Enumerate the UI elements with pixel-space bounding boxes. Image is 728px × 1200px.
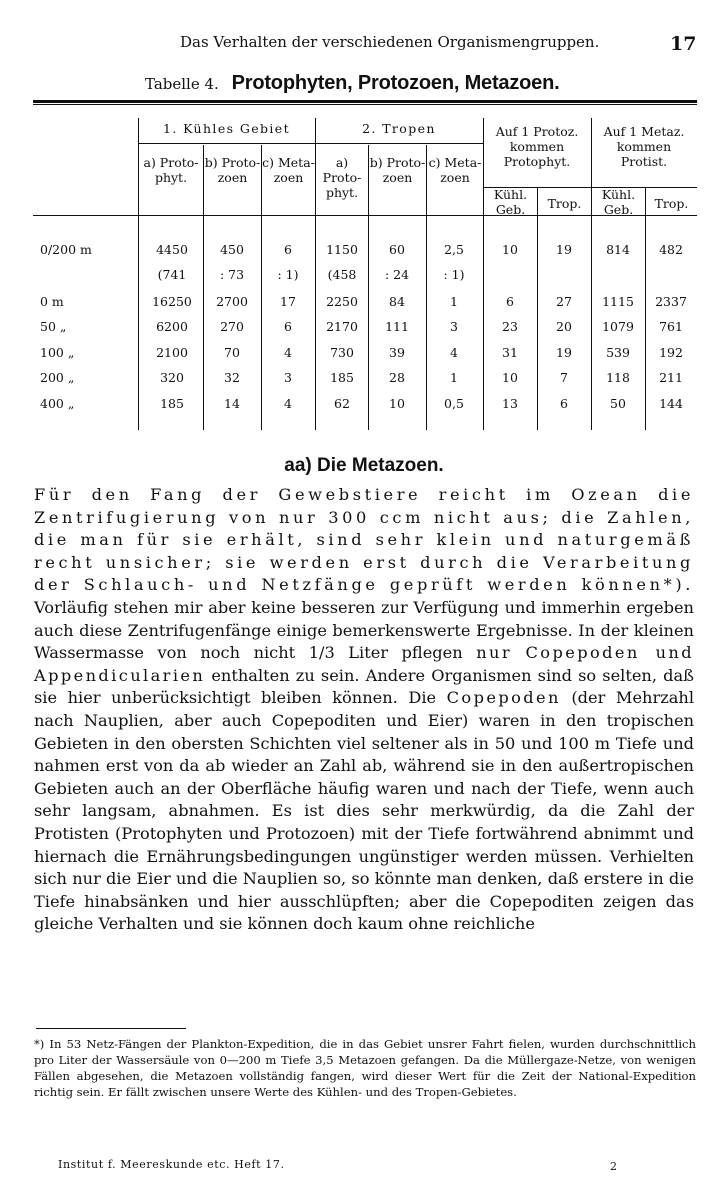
col-head: b) Proto- zoen bbox=[204, 155, 261, 185]
table-cell: 761 bbox=[659, 319, 683, 334]
table-cell: 211 bbox=[659, 370, 683, 385]
table-cell: : 73 bbox=[219, 267, 245, 282]
emphasis: nur bbox=[476, 643, 512, 663]
table-cell: 539 bbox=[606, 345, 630, 360]
table-cell: 19 bbox=[556, 345, 572, 360]
table-cell: 4 bbox=[284, 396, 292, 411]
table-cell: (458 bbox=[327, 267, 357, 282]
table-cell: 3 bbox=[450, 319, 458, 334]
table-cell: 814 bbox=[606, 242, 630, 257]
table-cell: 62 bbox=[334, 396, 350, 411]
table-cell: 17 bbox=[280, 294, 296, 309]
col-head: a) Proto- phyt. bbox=[143, 155, 199, 185]
col-rule bbox=[645, 188, 646, 430]
body-text bbox=[34, 484, 694, 936]
table-cell: 10 bbox=[502, 242, 518, 257]
table-cell: 270 bbox=[220, 319, 244, 334]
group-header: 2. Tropen bbox=[362, 121, 436, 136]
paragraph bbox=[34, 484, 694, 936]
emphasis: Copepoden bbox=[446, 688, 561, 708]
table-cell: 2100 bbox=[156, 345, 188, 360]
table-cell: 1115 bbox=[602, 294, 634, 309]
group-header: 1. Kühles Gebiet bbox=[162, 121, 291, 136]
table-cell: 6200 bbox=[156, 319, 188, 334]
table-cell: 32 bbox=[224, 370, 240, 385]
table-cell: 84 bbox=[389, 294, 405, 309]
table-cell: 1 bbox=[450, 370, 458, 385]
table-cell: 111 bbox=[385, 319, 409, 334]
table-cell: 6 bbox=[560, 396, 568, 411]
table-cell: 185 bbox=[330, 370, 354, 385]
table-cell: 2250 bbox=[326, 294, 358, 309]
table-cell: 0,5 bbox=[444, 396, 464, 411]
table-cell: 118 bbox=[606, 370, 630, 385]
group-header: Auf 1 Metaz. kommen Protist. bbox=[603, 124, 685, 169]
table-cell: 6 bbox=[284, 319, 292, 334]
table-cell: 730 bbox=[330, 345, 354, 360]
table-cell: 20 bbox=[556, 319, 572, 334]
col-head: Trop. bbox=[547, 196, 582, 211]
table-cell: 13 bbox=[502, 396, 518, 411]
page-footer-imprint: Institut f. Meereskunde etc. Heft 17. bbox=[58, 1158, 285, 1171]
table-cell: 27 bbox=[556, 294, 572, 309]
table-cell: 7 bbox=[560, 370, 568, 385]
row-depth-label: 100 „ bbox=[40, 345, 75, 360]
table-cell: 6 bbox=[284, 242, 292, 257]
row-depth-label: 0/200 m bbox=[40, 242, 92, 257]
col-head: b) Proto- zoen bbox=[369, 155, 426, 185]
footnote: *) In 53 Netz-Fängen der Plankton-Expedition, die in das Gebiet unsrer Fahrt fielen, wurden durchschnittlich pro Liter der Wassersäule von 0—200 m Tiefe 3,5 Metazoen gefangen. Da die Müllergaze-Netze, von wenigen Fällen abgesehen, die Metazoen vollständig fangen, wird dieser Wert für die Zeit der National-Expedition richtig sein. Er fällt zwischen unsere Werte des Kühlen- und des Tropen-Gebietes. bbox=[34, 1037, 696, 1099]
col-head: Trop. bbox=[654, 196, 689, 211]
table-cell: 70 bbox=[224, 345, 240, 360]
table-cell: 10 bbox=[389, 396, 405, 411]
table-top-rule-thin bbox=[33, 104, 697, 105]
table-cell: 6 bbox=[506, 294, 514, 309]
running-header: Das Verhalten der verschiedenen Organismengruppen. bbox=[180, 33, 600, 51]
text-run: enthalten zu sein. Andere Organismen sind so selten, daß sie hier unberücksichtigt bleiben können. Die bbox=[34, 665, 694, 708]
row-depth-label: 400 „ bbox=[40, 396, 75, 411]
col-rule bbox=[261, 145, 262, 430]
row-depth-label: 200 „ bbox=[40, 370, 75, 385]
table-cell: : 1) bbox=[277, 267, 299, 282]
group-rule bbox=[138, 143, 483, 144]
table-title: Protophyten, Protozoen, Metazoen. bbox=[231, 72, 560, 94]
page-footer-signature: 2 bbox=[610, 1160, 617, 1173]
col-head: c) Meta- zoen bbox=[428, 155, 482, 185]
table-cell: 185 bbox=[160, 396, 184, 411]
table-caption bbox=[145, 72, 559, 95]
col-rule bbox=[426, 145, 427, 430]
table-cell: 320 bbox=[160, 370, 184, 385]
table-cell: 2700 bbox=[216, 294, 248, 309]
table-label: Tabelle 4. bbox=[145, 75, 219, 93]
col-head: c) Meta- zoen bbox=[262, 155, 315, 185]
emphasis: Appendicularien bbox=[34, 665, 206, 685]
table-cell: 19 bbox=[556, 242, 572, 257]
table-cell: 4 bbox=[284, 345, 292, 360]
table-top-rule bbox=[33, 100, 697, 103]
table-cell: 10 bbox=[502, 370, 518, 385]
table-cell: 4 bbox=[450, 345, 458, 360]
table-cell: : 1) bbox=[443, 267, 465, 282]
table-cell: 2,5 bbox=[444, 242, 464, 257]
table-cell: 482 bbox=[659, 242, 683, 257]
footnote-rule bbox=[36, 1028, 186, 1029]
table-cell: 39 bbox=[389, 345, 405, 360]
table-cell: 450 bbox=[220, 242, 244, 257]
row-depth-label: 50 „ bbox=[40, 319, 67, 334]
col-head: a) Proto- phyt. bbox=[322, 155, 362, 200]
table-cell: 23 bbox=[502, 319, 518, 334]
text-run: (der Mehrzahl nach Nauplien, aber auch Copepoditen und Eier) waren in den tropischen Gebieten in den obersten Schichten viel seltener als in 50 und 100 m Tiefe und nahmen erst von da ab wieder an Zahl ab, während sie in den außertropischen Gebieten auch an der Oberfläche häufig waren und nach der Tiefe, wenn auch sehr langsam, abnahmen. Es ist dies sehr merkwürdig, da die Zahl der Protisten (Protophyten und Protozoen) mit der Tiefe fortwährend abnimmt und hiernach die Ernährungsbedingungen ungünstiger werden müssen. Verhielten sich nur die Eier und die Nauplien so, so könnte man denken, daß erstere in die Tiefe hinabsänken und hier ausschlüpften; aber die Copepoditen zeigen das gleiche Verhalten und sie können doch kaum ohne reichliche bbox=[34, 688, 695, 934]
col-rule bbox=[138, 118, 139, 430]
table-cell: 14 bbox=[224, 396, 240, 411]
table-cell: 3 bbox=[284, 370, 292, 385]
table-cell: 1 bbox=[450, 294, 458, 309]
page-number: 17 bbox=[670, 33, 697, 55]
table-cell: 16250 bbox=[152, 294, 192, 309]
table-cell: 2170 bbox=[326, 319, 358, 334]
table-cell: 4450 bbox=[156, 242, 188, 257]
table-cell: 60 bbox=[389, 242, 405, 257]
table-cell: 31 bbox=[502, 345, 518, 360]
table-cell: : 24 bbox=[384, 267, 410, 282]
col-head: Kühl. Geb. bbox=[493, 187, 528, 217]
table-cell: 50 bbox=[610, 396, 626, 411]
table-cell: 1150 bbox=[326, 242, 358, 257]
table-cell: 28 bbox=[389, 370, 405, 385]
table-cell: 1079 bbox=[602, 319, 634, 334]
spaced-text: Für den Fang der Gewebstiere reicht im Ozean die Zentrifugierung von nur 300 ccm nicht aus; die Zahlen, die man für sie erhält, sind sehr klein und naturgemäß recht unsicher; sie werden erst durch die Verarbeitung der Schlauch- und Netzfänge geprüft werden können*). bbox=[34, 485, 694, 595]
table-cell: 192 bbox=[659, 345, 683, 360]
text-run: Vorläufig stehen mir aber keine besseren zur Verfügung und immerhin ergeben auch diese Zentrifugenfänge einige bemerkenswerte Ergebnisse. In der kleinen Wassermasse von noch nicht 1/3 Liter pflegen bbox=[34, 597, 694, 663]
table-cell: 2337 bbox=[655, 294, 687, 309]
col-rule bbox=[203, 145, 204, 430]
col-rule bbox=[368, 145, 369, 430]
section-title: aa) Die Metazoen. bbox=[284, 455, 444, 476]
col-rule bbox=[537, 188, 538, 430]
col-head: Kühl. Geb. bbox=[601, 187, 636, 217]
group-header: Auf 1 Protoz. kommen Protophyt. bbox=[495, 124, 579, 169]
row-depth-label: 0 m bbox=[40, 294, 64, 309]
table-cell: (741 bbox=[157, 267, 187, 282]
emphasis: Copepoden und bbox=[525, 643, 695, 663]
table-cell: 144 bbox=[659, 396, 683, 411]
